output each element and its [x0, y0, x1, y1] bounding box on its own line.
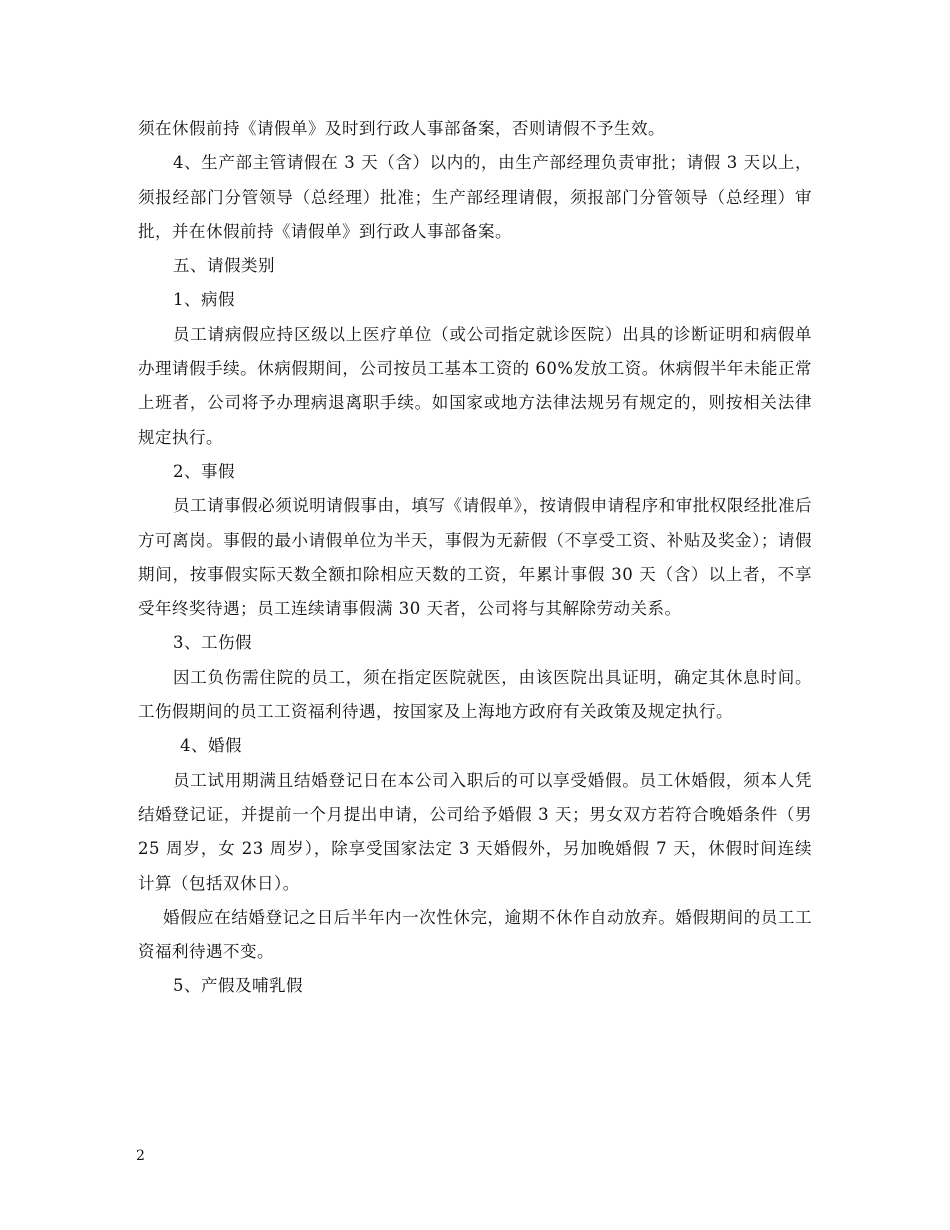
subheading-personal-leave: 2、事假	[173, 461, 235, 481]
subheading-sick-leave: 1、病假	[173, 290, 235, 310]
paragraph-marriage-leave-usage: 婚假应在结婚登记之日后半年内一次性休完，逾期不休作自动放弃。婚假期间的员工工资福利待遇不变。	[138, 907, 812, 962]
page-number: 2	[136, 1148, 145, 1164]
paragraph-personal-leave: 员工请事假必须说明请假事由，填写《请假单》，按请假申请程序和审批权限经批准后方可离岗。事假的最小请假单位为半天，事假为无薪假（不享受工资、补贴及奖金）；请假期间，按事假实际天数全额扣除相应天数的工资，年累计事假 30 天（含）以上者，不享受年终奖待遇；员工连续请事假满 30 天者，公司将与其解除劳动关系。	[138, 496, 812, 619]
subheading-maternity-nursing-leave: 5、产假及哺乳假	[173, 976, 303, 996]
document-body	[138, 112, 812, 1004]
paragraph-marriage-leave: 员工试用期满且结婚登记日在本公司入职后的可以享受婚假。员工休婚假，须本人凭结婚登记证，并提前一个月提出申请，公司给予婚假 3 天；男女双方若符合晚婚条件（男 25 周岁，女 23 周岁），除享受国家法定 3 天婚假外，另加晚婚假 7 天，休假时间连续计算（包括双休日）。	[138, 770, 812, 893]
paragraph-work-injury-leave: 因工负伤需住院的员工，须在指定医院就医，由该医院出具证明，确定其休息时间。工伤假期间的员工工资福利待遇，按国家及上海地方政府有关政策及规定执行。	[138, 667, 812, 722]
paragraph-continuation: 须在休假前持《请假单》及时到行政人事部备案，否则请假不予生效。	[138, 119, 665, 138]
paragraph-sick-leave: 员工请病假应持区级以上医疗单位（或公司指定就诊医院）出具的诊断证明和病假单办理请假手续。休病假期间，公司按员工基本工资的 60%发放工资。休病假半年未能正常上班者，公司将予办理病退离职手续。如国家或地方法律法规另有规定的，则按相关法律规定执行。	[138, 324, 812, 447]
section-heading-leave-types: 五、请假类别	[173, 256, 275, 276]
subheading-work-injury-leave: 3、工伤假	[173, 633, 252, 653]
subheading-marriage-leave: 4、婚假	[180, 736, 242, 756]
paragraph-supervisor-leave-approval: 4、生产部主管请假在 3 天（含）以内的，由生产部经理负责审批；请假 3 天以上，须报经部门分管领导（总经理）批准；生产部经理请假，须报部门分管领导（总经理）审批，并在休假前持《请假单》到行政人事部备案。	[138, 153, 812, 241]
